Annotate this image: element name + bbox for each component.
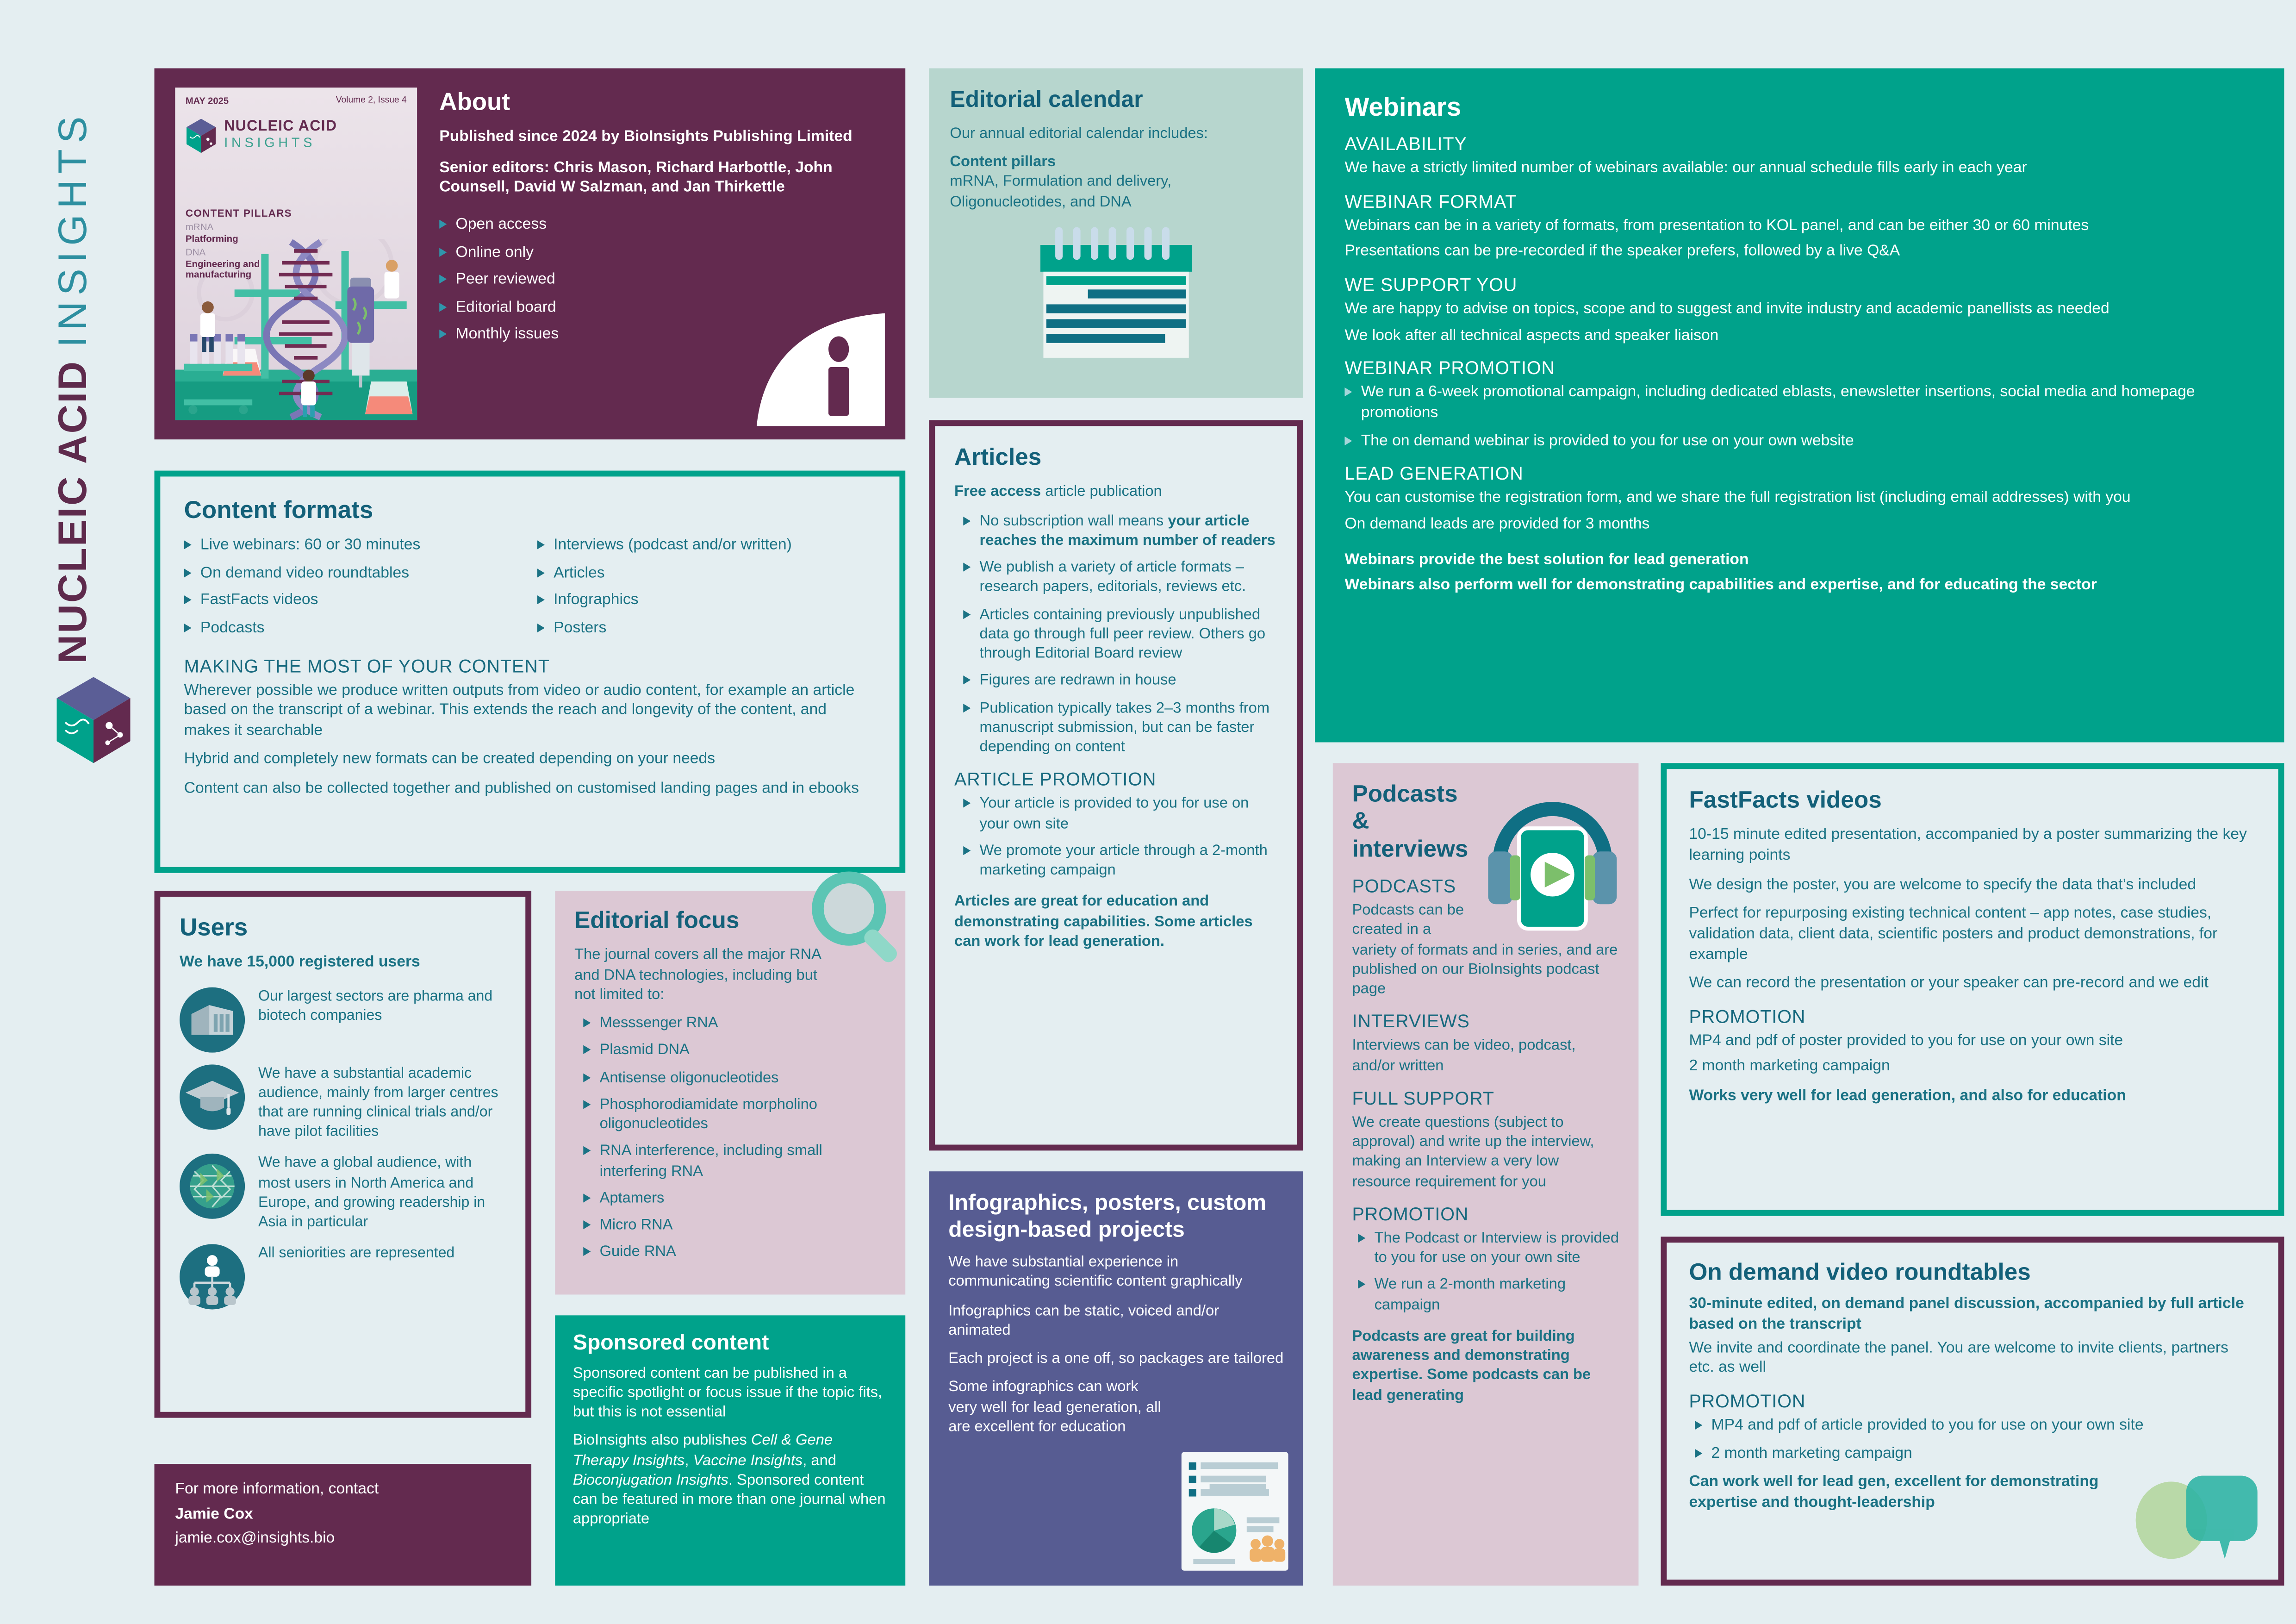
content-formats-col1 xyxy=(184,536,523,647)
user-segment-row xyxy=(180,987,506,1052)
graduation-cap-icon xyxy=(180,1064,245,1129)
interviews-head: INTERVIEWS xyxy=(1352,1012,1470,1033)
sponsored-p2-text: BioInsights also publishes xyxy=(572,1433,751,1450)
articles-bullet: Articles containing previously unpublished data go through full peer review. Others go through Editorial Board review xyxy=(979,606,1266,662)
fastfacts-footer: Works very well for lead generation, and also for education xyxy=(1689,1087,2126,1105)
infographics-title: Infographics, posters, custom design-based projects xyxy=(948,1190,1267,1243)
cover-pillar: Engineering and manufacturing xyxy=(185,260,260,281)
sponsored-p2-text: . Sponsored content can be featured in more than one journal when appropriate xyxy=(572,1472,886,1529)
editorial-focus-panel xyxy=(555,891,905,1294)
bullet-arrow-icon xyxy=(1344,388,1352,397)
fastfacts-title: FastFacts videos xyxy=(1689,788,1882,814)
brand-secondary: INSIGHTS xyxy=(50,110,95,348)
focus-topic: Messsenger RNA xyxy=(599,1015,718,1032)
webinars-footer1: Webinars provide the best solution for lead generation xyxy=(1344,550,1749,568)
podcast-headphones-icon xyxy=(1483,780,1622,934)
bullet-arrow-icon xyxy=(439,275,447,284)
content-formats-p3: Content can also be collected together and published on customised landing pages and in ebooks xyxy=(184,779,859,798)
contact-panel xyxy=(155,1464,532,1586)
bullet-arrow-icon xyxy=(963,610,971,618)
about-published: Published since 2024 by BioInsights Publishing Limited xyxy=(439,127,852,146)
cover-brand-secondary: INSIGHTS xyxy=(224,135,316,150)
editorial-focus-intro: The journal covers all the major RNA and DNA technologies, including but not limited to: xyxy=(574,948,821,1004)
fastfacts-p4: We can record the presentation or your speaker can pre-record and we edit xyxy=(1689,974,2209,992)
sponsored-p2 xyxy=(573,1432,888,1530)
journal-cover xyxy=(175,87,417,420)
users-intro: We have 15,000 registered users xyxy=(180,953,420,971)
articles-footer: Articles are great for education and demonstrating capabilities. Some articles can work for lead generation. xyxy=(954,894,1253,950)
bullet-arrow-icon xyxy=(184,596,192,605)
roundtables-promo-bullet: 2 month marketing campaign xyxy=(1711,1444,1912,1462)
cover-volume: Volume 2, Issue 4 xyxy=(336,96,407,106)
fastfacts-promo2: 2 month marketing campaign xyxy=(1689,1056,1890,1074)
cover-date: MAY 2025 xyxy=(185,96,229,107)
bullet-arrow-icon xyxy=(583,1248,591,1256)
webinars-support-text1: We are happy to advise on topics, scope and to suggest and invite industry and academic panellists as needed xyxy=(1344,300,2109,318)
webinars-leadgen-head: LEAD GENERATION xyxy=(1344,463,1524,485)
bullet-arrow-icon xyxy=(963,516,971,525)
bullet-arrow-icon xyxy=(583,1018,591,1027)
content-formats-p2: Hybrid and completely new formats can be created depending on your needs xyxy=(184,750,716,768)
bullet-arrow-icon xyxy=(1358,1280,1365,1289)
articles-promo-bullet: We promote your article through a 2-month marketing campaign xyxy=(979,843,1268,879)
webinars-availability-head: AVAILABILITY xyxy=(1344,134,1467,155)
bullet-arrow-icon xyxy=(583,1147,591,1156)
bullet-arrow-icon xyxy=(583,1193,591,1202)
infographics-p2: Infographics can be static, voiced and/or animated xyxy=(948,1303,1220,1339)
infographic-document-icon xyxy=(1182,1452,1288,1571)
user-segment-row xyxy=(180,1064,506,1142)
webinars-panel xyxy=(1315,69,2284,743)
bullet-arrow-icon xyxy=(537,596,545,605)
articles-title: Articles xyxy=(954,445,1042,471)
bullet-arrow-icon xyxy=(963,800,971,808)
full-support-text: We create questions (subject to approval) and write up the interview, making an Interview a very low resource requirement for you xyxy=(1352,1115,1594,1190)
magnifier-icon xyxy=(808,867,915,974)
webinars-support-text2: We look after all technical aspects and speaker liaison xyxy=(1344,326,1719,344)
focus-topic: Plasmid DNA xyxy=(599,1043,690,1059)
article-promotion-head: ARTICLE PROMOTION xyxy=(954,769,1157,791)
journal-name: Bioconjugation Insights xyxy=(572,1472,728,1489)
calendar-icon xyxy=(1034,227,1198,361)
bullet-arrow-icon xyxy=(1358,1234,1365,1243)
bullet-arrow-icon xyxy=(537,568,545,577)
sponsored-p2-text: , xyxy=(684,1453,693,1469)
bullet-arrow-icon xyxy=(1344,436,1352,445)
journal-name: Vaccine Insights xyxy=(693,1453,803,1469)
cover-pillar: mRNA xyxy=(185,223,214,233)
format-item: Live webinars: 60 or 30 minutes xyxy=(200,536,421,554)
focus-topic: Aptamers xyxy=(599,1190,665,1207)
webinars-leadgen-text1: You can customise the registration form, and we share the full registration list (including email addresses) with you xyxy=(1344,488,2131,507)
content-formats-title: Content formats xyxy=(184,497,373,525)
bullet-arrow-icon xyxy=(963,703,971,712)
bullet-arrow-icon xyxy=(537,624,545,632)
bullet-arrow-icon xyxy=(963,676,971,685)
format-item: Articles xyxy=(554,563,605,581)
contact-name: Jamie Cox xyxy=(175,1505,253,1523)
bullet-arrow-icon xyxy=(439,303,447,312)
bullet-arrow-icon xyxy=(184,568,192,577)
webinars-format-head: WEBINAR FORMAT xyxy=(1344,191,1517,212)
globe-icon xyxy=(180,1154,245,1219)
infographics-p1: We have substantial experience in communicating scientific content graphically xyxy=(948,1254,1243,1291)
infographics-panel xyxy=(929,1171,1303,1586)
webinars-promotion-head: WEBINAR PROMOTION xyxy=(1344,358,1556,379)
cover-pillars-title: CONTENT PILLARS xyxy=(185,209,292,220)
bullet-arrow-icon xyxy=(439,219,447,228)
webinars-support-head: WE SUPPORT YOU xyxy=(1344,275,1518,296)
bullet-arrow-icon xyxy=(583,1100,591,1109)
cover-brand-primary: NUCLEIC ACID xyxy=(224,119,337,136)
articles-bullet: We publish a variety of article formats – research papers, editorials, reviews etc. xyxy=(979,560,1246,596)
building-icon xyxy=(180,987,245,1052)
brand-primary: NUCLEIC ACID xyxy=(50,360,95,664)
focus-topic: RNA interference, including small interfering RNA xyxy=(599,1143,822,1180)
user-segment-row xyxy=(180,1154,506,1232)
podcasts-promotion-head: PROMOTION xyxy=(1352,1204,1469,1225)
podcasts-promo-bullet: The Podcast or Interview is provided to you for use on your own site xyxy=(1374,1230,1619,1267)
insights-i-logo-icon xyxy=(755,313,886,426)
bullet-arrow-icon xyxy=(439,247,447,256)
bullet-arrow-icon xyxy=(583,1221,591,1230)
podcasts-promo-bullet: We run a 2-month marketing campaign xyxy=(1374,1277,1566,1314)
user-segment-text: All seniorities are represented xyxy=(258,1245,455,1262)
format-item: Podcasts xyxy=(200,618,265,637)
cover-content-pillars xyxy=(186,209,313,283)
articles-intro-rest: article publication xyxy=(1041,484,1162,501)
articles-bullet: Publication typically takes 2–3 months from manuscript submission, but can be faster depending on content xyxy=(979,700,1270,756)
roundtables-promotion-head: PROMOTION xyxy=(1689,1391,1806,1412)
user-segment-text: We have a global audience, with most users in North America and Europe, and growing readership in Asia in particular xyxy=(258,1156,485,1231)
roundtables-promo-bullet: MP4 and pdf of article provided to you for use on your own site xyxy=(1711,1416,2144,1434)
articles-intro-bold: Free access xyxy=(954,484,1041,501)
roundtables-lead: 30-minute edited, on demand panel discussion, accompanied by full article based on the transcript xyxy=(1689,1295,2244,1333)
user-segment-row xyxy=(180,1244,506,1310)
user-segment-text: We have a substantial academic audience, mainly from larger centres that are running clinical trials and/or have pilot facilities xyxy=(258,1065,498,1141)
users-panel xyxy=(155,891,532,1418)
podcasts-text: Podcasts can be created in a variety of formats and in series, and are published on our BioInsights podcast page xyxy=(1352,903,1618,998)
focus-topic: Antisense oligonucleotides xyxy=(599,1070,779,1087)
webinars-availability-text: We have a strictly limited number of webinars available: our annual schedule fills early in each year xyxy=(1344,159,2027,177)
webinars-promotion-bullet: We run a 6-week promotional campaign, including dedicated eblasts, enewsletter insertions, social media and homepage promotions xyxy=(1361,383,2195,422)
format-item: FastFacts videos xyxy=(200,591,318,609)
webinars-promotion-bullet: The on demand webinar is provided to you for use on your own website xyxy=(1361,431,1854,450)
journal-name: Cell & Gene Therapy Insights xyxy=(572,1433,833,1469)
interviews-text: Interviews can be video, podcast, and/or written xyxy=(1352,1038,1576,1074)
about-editors: Senior editors: Chris Mason, Richard Harbottle, John Counsell, David W Salzman, and Jan Thirkettle xyxy=(439,158,833,197)
content-pillars-label: Content pillars xyxy=(950,154,1056,171)
cover-pillar: Platforming xyxy=(185,235,238,246)
about-bullet: Peer reviewed xyxy=(455,270,555,288)
sponsored-title: Sponsored content xyxy=(572,1331,769,1355)
sponsored-p1: Sponsored content can be published in a specific spotlight or focus issue if the topic fits, but this is not essential xyxy=(572,1365,883,1421)
bullet-arrow-icon xyxy=(963,846,971,855)
bullet-arrow-icon xyxy=(1695,1421,1702,1430)
making-the-most-head: MAKING THE MOST OF YOUR CONTENT xyxy=(184,655,550,676)
fastfacts-promotion-head: PROMOTION xyxy=(1689,1006,1806,1027)
bullet-arrow-icon xyxy=(583,1073,591,1081)
format-item: On demand video roundtables xyxy=(200,563,410,581)
contact-email-link[interactable]: jamie.cox@insights.bio xyxy=(175,1530,335,1548)
articles-promo-bullet: Your article is provided to you for use on your own site xyxy=(979,796,1249,832)
format-item: Interviews (podcast and/or written) xyxy=(554,536,792,554)
about-bullet: Monthly issues xyxy=(455,325,559,344)
webinars-format-text1: Webinars can be in a variety of formats, from presentation to KOL panel, and can be either 30 or 60 minutes xyxy=(1344,216,2089,234)
podcasts-interviews-panel xyxy=(1333,763,1639,1586)
content-pillars-text: mRNA, Formulation and delivery, Oligonucleotides, and DNA xyxy=(950,174,1172,210)
about-bullet: Open access xyxy=(455,215,547,233)
cover-hexagon-logo-icon xyxy=(186,119,217,153)
bullet-arrow-icon xyxy=(1695,1449,1702,1457)
contact-line: For more information, contact xyxy=(175,1480,379,1498)
focus-topic: Guide RNA xyxy=(599,1244,676,1261)
content-formats-p1: Wherever possible we produce written outputs from video or audio content, for example an article based on the transcript of a webinar. This extends the reach and longevity of the content, and makes it searchable xyxy=(184,681,855,739)
about-bullet: Editorial board xyxy=(455,298,556,316)
about-panel xyxy=(155,69,906,440)
user-segment-text: Our largest sectors are pharma and biotech companies xyxy=(258,988,493,1024)
roundtables-footer: Can work well for lead gen, excellent for demonstrating expertise and thought-leadership xyxy=(1689,1473,2099,1512)
fastfacts-panel xyxy=(1661,763,2284,1216)
roundtables-title: On demand video roundtables xyxy=(1689,1260,2031,1286)
webinars-footer2: Webinars also perform well for demonstrating capabilities and expertise, and for educating the sector xyxy=(1344,576,2097,594)
about-title: About xyxy=(439,89,510,116)
sponsored-content-panel xyxy=(555,1315,905,1586)
fastfacts-p3: Perfect for repurposing existing technical content – app notes, case studies, validation data, client data, scientific posters and product demonstrations, for example xyxy=(1689,905,2218,963)
content-formats-panel xyxy=(155,471,906,873)
webinars-leadgen-text2: On demand leads are provided for 3 months xyxy=(1344,515,1650,533)
bullet-arrow-icon xyxy=(583,1046,591,1055)
roundtables-lead2: We invite and coordinate the panel. You are welcome to invite clients, partners etc. as well xyxy=(1689,1338,2229,1377)
editorial-calendar-intro: Our annual editorial calendar includes: xyxy=(950,125,1208,143)
bullet-arrow-icon xyxy=(537,540,545,549)
fastfacts-promo1: MP4 and pdf of poster provided to you for use on your own site xyxy=(1689,1031,2123,1049)
focus-topic: Micro RNA xyxy=(599,1218,673,1234)
podcasts-head: PODCASTS xyxy=(1352,876,1456,897)
articles-bullet: Figures are redrawn in house xyxy=(979,673,1176,690)
bullet-arrow-icon xyxy=(184,624,192,632)
focus-topic: Phosphorodiamidate morpholino oligonucleotides xyxy=(599,1097,817,1133)
roundtables-panel xyxy=(1661,1237,2284,1586)
webinars-format-text2: Presentations can be pre-recorded if the speaker prefers, followed by a live Q&A xyxy=(1344,243,1900,261)
infographics-p4: Some infographics can work very well for lead generation, all are excellent for education xyxy=(948,1380,1161,1436)
cover-pillar: DNA xyxy=(185,247,206,258)
webinars-title: Webinars xyxy=(1344,92,1462,122)
fastfacts-p2: We design the poster, you are welcome to specify the data that’s included xyxy=(1689,875,2196,893)
bullet-arrow-icon xyxy=(184,540,192,549)
sidebar-vertical-brand xyxy=(50,111,96,664)
users-title: Users xyxy=(180,914,248,942)
about-bullet: Online only xyxy=(455,243,534,261)
editorial-calendar-panel xyxy=(929,69,1303,398)
articles-panel xyxy=(929,420,1303,1151)
articles-intro xyxy=(954,483,1278,502)
org-chart-icon xyxy=(180,1244,245,1310)
hexagon-logo-icon xyxy=(53,677,133,763)
sponsored-p2-text: , and xyxy=(803,1453,836,1469)
editorial-calendar-title: Editorial calendar xyxy=(950,87,1143,113)
content-formats-col2 xyxy=(537,536,876,647)
podcasts-footer: Podcasts are great for building awareness and demonstrating expertise. Some podcasts can be lead generating xyxy=(1352,1328,1591,1404)
podcasts-title: Podcasts & interviews xyxy=(1352,782,1468,862)
fastfacts-p1: 10-15 minute edited presentation, accompanied by a poster summarizing the key learning points xyxy=(1689,826,2247,864)
speech-bubbles-icon xyxy=(2133,1473,2260,1565)
articles-bullet: No subscription wall means your article reaches the maximum number of readers xyxy=(979,513,1276,550)
bullet-arrow-icon xyxy=(439,330,447,339)
full-support-head: FULL SUPPORT xyxy=(1352,1088,1494,1109)
format-item: Posters xyxy=(554,618,607,637)
infographics-p3: Each project is a one off, so packages are tailored xyxy=(948,1351,1284,1368)
editorial-focus-title: Editorial focus xyxy=(574,908,740,934)
format-item: Infographics xyxy=(554,591,639,609)
bullet-arrow-icon xyxy=(963,563,971,572)
